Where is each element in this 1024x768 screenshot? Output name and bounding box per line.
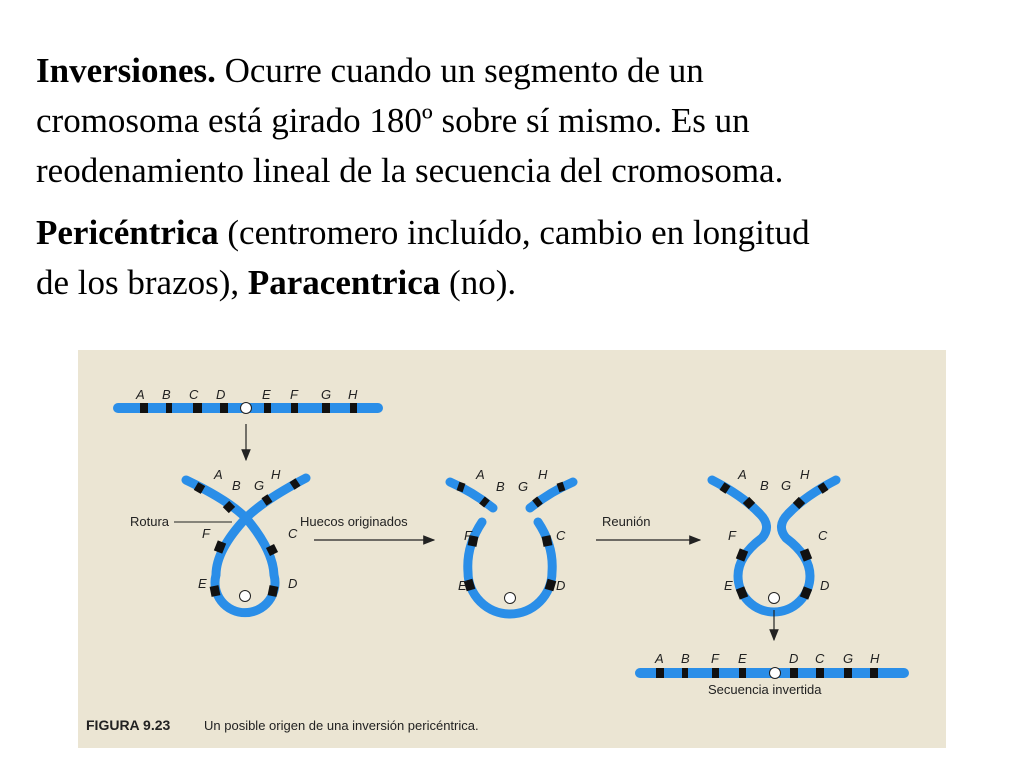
label-a: A: [136, 387, 145, 402]
inv-label-f: F: [711, 651, 719, 666]
loop2-label-a: A: [476, 467, 485, 482]
caption-number: FIGURA 9.23: [86, 717, 171, 733]
term-pericentrica: Pericéntrica: [36, 213, 219, 252]
inv-label-a: A: [655, 651, 664, 666]
loop3-label-d: D: [820, 578, 830, 593]
loop1-label-g: G: [254, 478, 265, 493]
inv-label-h: H: [870, 651, 880, 666]
paragraph-types: [36, 208, 996, 308]
label-secuencia-invertida: Secuencia invertida: [708, 682, 822, 697]
loop3-label-e: E: [724, 578, 733, 593]
loop2-label-d: D: [556, 578, 566, 593]
paracentrica-text: (no).: [449, 263, 517, 302]
loop3-label-h: H: [800, 467, 810, 482]
top-chromosome: [118, 403, 378, 414]
inversiones-text-1: Ocurre cuando un segmento de un: [224, 51, 704, 90]
loop-rotura: [186, 478, 306, 613]
inv-label-e: E: [738, 651, 747, 666]
loop2-label-h: H: [538, 467, 548, 482]
inversion-figure: [78, 350, 946, 748]
loop3-label-c: C: [818, 528, 828, 543]
loop3-label-f: F: [728, 528, 736, 543]
pericentrica-text: (centromero incluído, cambio en longitud: [227, 213, 810, 252]
loop2-label-c: C: [556, 528, 566, 543]
label-huecos: Huecos originados: [300, 514, 408, 529]
loop2-label-b: B: [496, 479, 505, 494]
top-chromosome-labels: [135, 387, 358, 402]
loop1-label-f: F: [202, 526, 210, 541]
term-inversiones: Inversiones.: [36, 51, 216, 90]
inversiones-text-3: reodenamiento lineal de la secuencia del cromosoma.: [36, 151, 784, 190]
slide-text: [36, 46, 996, 320]
inverted-chromosome-labels: [654, 651, 880, 666]
loop2-label-e: E: [458, 578, 467, 593]
label-rotura: Rotura: [130, 514, 170, 529]
loop1-label-h: H: [271, 467, 281, 482]
loop3-label-a: A: [738, 467, 747, 482]
paragraph-inversiones: [36, 46, 996, 196]
loop-huecos: [450, 482, 573, 614]
loop2-label-g: G: [518, 479, 529, 494]
label-d: D: [216, 387, 226, 402]
loop1-label-d: D: [288, 576, 298, 591]
label-b: B: [162, 387, 171, 402]
term-paracentrica: Paracentrica: [247, 263, 441, 302]
loop1-label-a: A: [214, 467, 223, 482]
label-g: G: [321, 387, 332, 402]
inversiones-text-2: cromosoma está girado 180º sobre sí mismo. Es un: [36, 101, 750, 140]
loop1-label-c: C: [288, 526, 298, 541]
label-f: F: [290, 387, 298, 402]
pericentrica-text-2: de los brazos),: [36, 263, 240, 302]
loop2-label-f: F: [464, 528, 472, 543]
inv-label-c: C: [815, 651, 825, 666]
inv-label-b: B: [681, 651, 690, 666]
inverted-chromosome: [640, 668, 904, 679]
caption-text: Un posible origen de una inversión pericéntrica.: [204, 718, 479, 733]
label-e: E: [262, 387, 271, 402]
loop3-label-b: B: [760, 478, 769, 493]
label-h: H: [348, 387, 358, 402]
inv-label-d: D: [789, 651, 799, 666]
inv-label-g: G: [843, 651, 854, 666]
label-reunion: Reunión: [602, 514, 651, 529]
inversion-diagram: [78, 350, 946, 748]
label-c: C: [189, 387, 199, 402]
loop3-label-g: G: [781, 478, 792, 493]
loop1-label-e: E: [198, 576, 207, 591]
loop1-label-b: B: [232, 478, 241, 493]
